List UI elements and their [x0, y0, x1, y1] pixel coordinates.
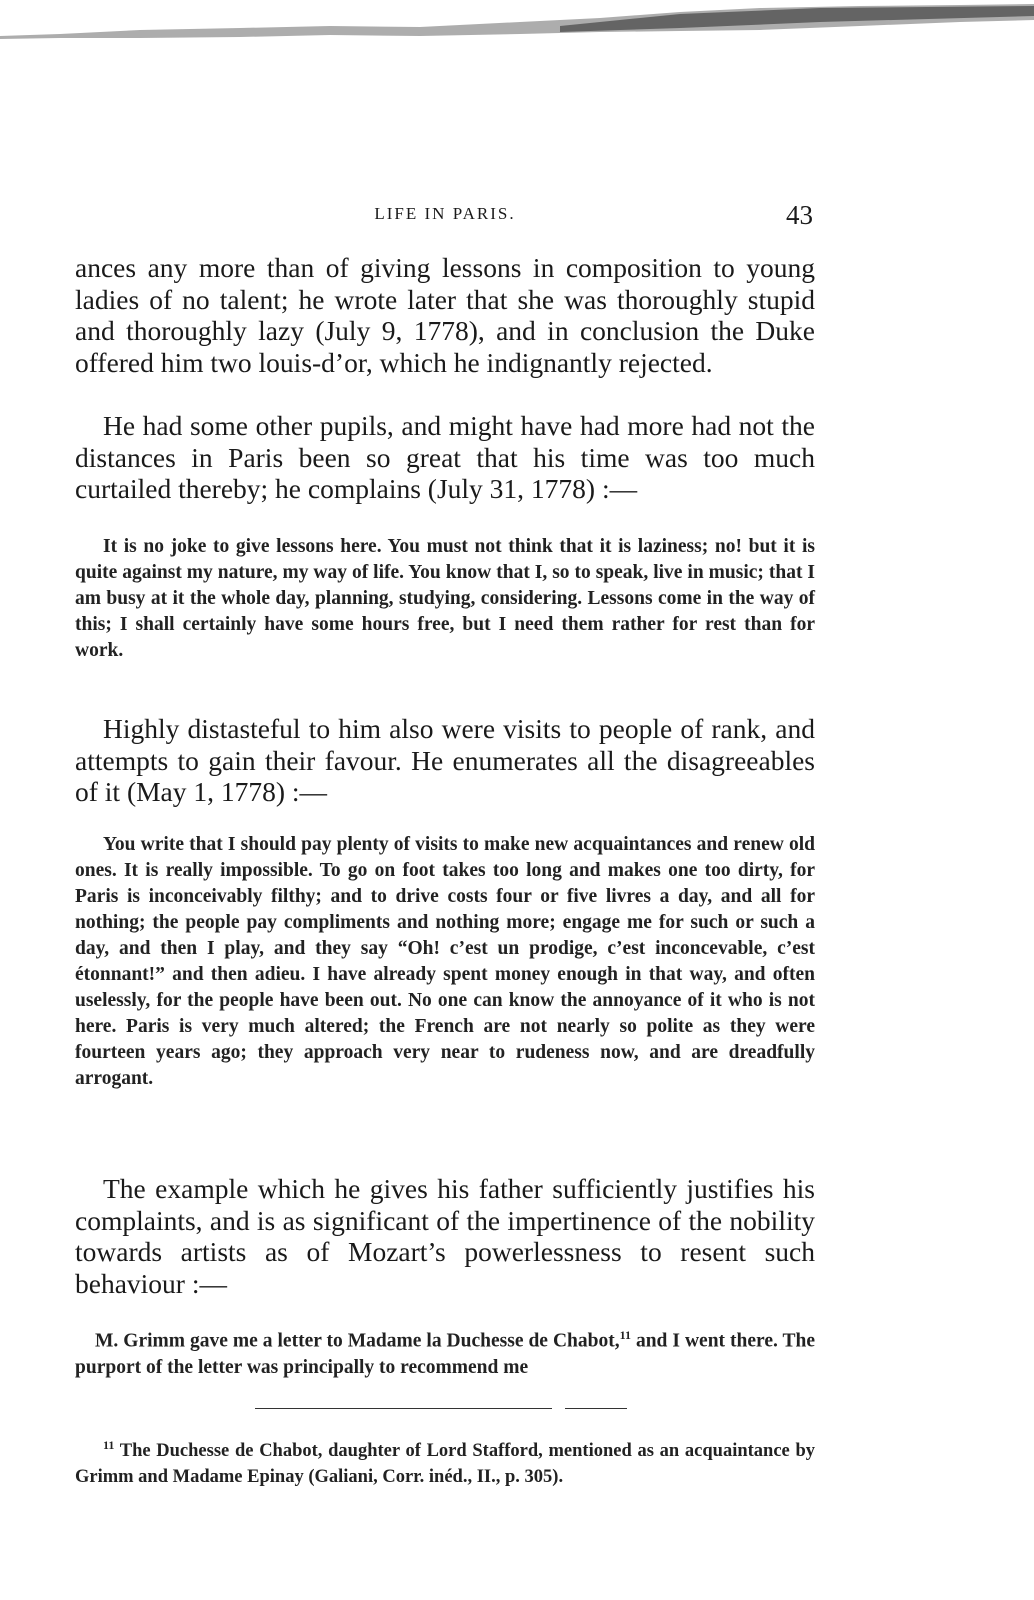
- paragraph-visits: Highly distasteful to him also were visits to people of rank, and attempts to gain their favour. He enumerates all the disagreeables of it (May 1, 1778) :—: [75, 713, 815, 807]
- footnote: [75, 1432, 815, 1490]
- footnote-rule-short: [565, 1408, 627, 1409]
- footnote-rule: [255, 1408, 552, 1409]
- quote-grimm-text: M. Grimm gave me a letter to Madame la Duchesse de Chabot,: [95, 1330, 620, 1352]
- quote-visits: You write that I should pay plenty of visits to make new acquaintances and renew old ones. It is really impossible. To go on foot takes too long and makes one too dirty, for Paris is inconceivably filthy; and to drive costs four or five livres a day, and all for nothing; the people pay compliments and nothing more; engage me for such or such a day, and then I play, and they say “Oh! c’est un prodige, c’est inconcevable, c’est étonnant!” and then adieu. I have already spent money enough in that way, and often uselessly, for the people have been out. No one can know the annoyance of it who is not here. Paris is very much altered; the French are not nearly so polite as they were fourteen years ago; they approach very near to rudeness now, and are dreadfully arrogant.: [75, 834, 815, 1089]
- footnote-text: The Duchesse de Chabot, daughter of Lord Stafford, mentioned as an acquaintance by Grimm and Madame Epinay (Galiani, Corr. inéd., II., p. 305).: [75, 1441, 815, 1488]
- running-head: [75, 200, 815, 234]
- page-number: 43: [786, 200, 813, 230]
- scan-edge-artifact: [0, 0, 1034, 46]
- running-title: LIFE IN PARIS.: [374, 204, 516, 223]
- paragraph-pupils: He had some other pupils, and might have had more had not the distances in Paris been so great that his time was too much curtailed thereby; he complains (July 31, 1778) :—: [75, 410, 815, 504]
- quote-grimm-letter: [75, 1322, 815, 1381]
- footnote-ref: 11: [619, 1328, 631, 1342]
- paragraph-continuation: ances any more than of giving lessons in composition to young ladies of no talent; he wrote later that she was thoroughly stupid and thoroughly lazy (July 9, 1778), and in conclusion the Duke offered him two louis-d’or, which he indignantly rejected.: [75, 252, 815, 378]
- quote-grimm-rest: and I went there. The purport of the letter was principally to recommend me: [75, 1330, 815, 1378]
- quote-lessons: It is no joke to give lessons here. You must not think that it is laziness; no! but it is quite against my nature, my way of life. You know that I, so to speak, live in music; that I am busy at it the whole day, planning, studying, considering. Lessons come in the way of this; I shall certainly have some hours free, but I need them rather for rest than for work.: [75, 536, 815, 661]
- paragraph-example: The example which he gives his father sufficiently justifies his complaints, and is as significant of the impertinence of the nobility towards artists as of Mozart’s powerlessness to resent such behaviour :—: [75, 1173, 815, 1299]
- footnote-marker: 11: [103, 1438, 115, 1452]
